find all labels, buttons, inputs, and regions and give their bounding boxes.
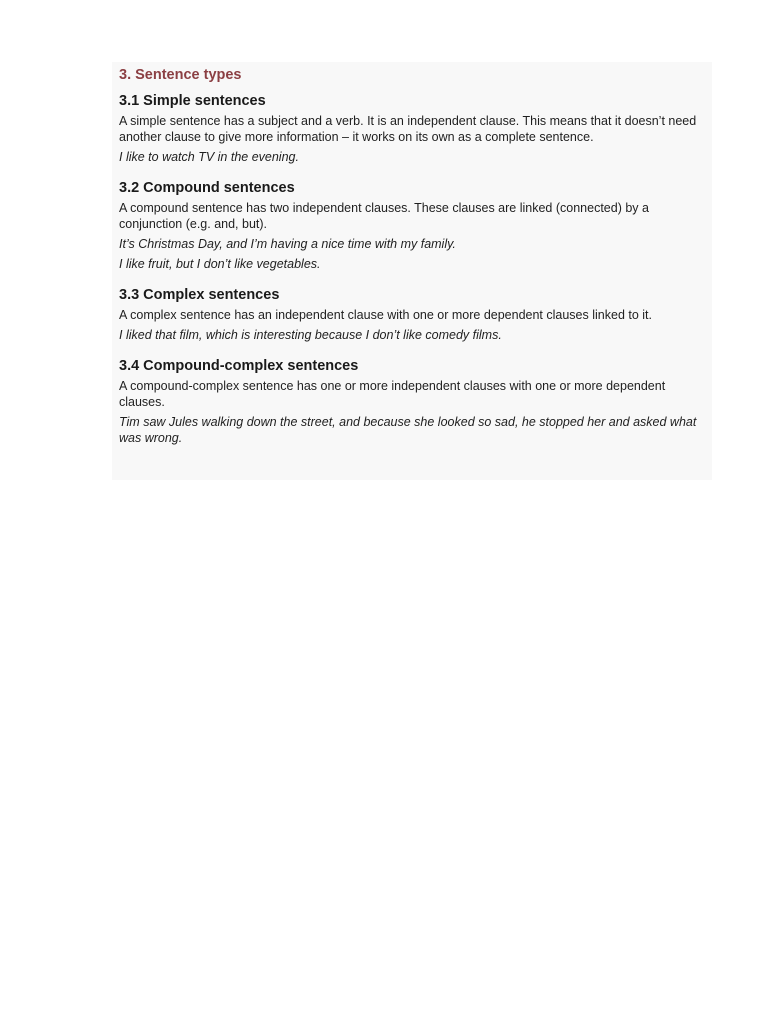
section-body: A complex sentence has an independent clause with one or more dependent clauses linked to it.: [119, 308, 652, 322]
section-body: A compound sentence has two independent clauses. These clauses are linked (connected) by a conjunction (e.g. and, but).: [119, 201, 649, 231]
example-sentence: I liked that film, which is interesting because I don’t like comedy films.: [119, 328, 502, 342]
section-heading: 3.1 Simple sentences: [119, 93, 266, 109]
section-complex-sentences: [119, 286, 699, 343]
section-simple-sentences: [119, 92, 699, 165]
section-heading: 3.4 Compound-complex sentences: [119, 358, 359, 374]
page-title: 3. Sentence types: [119, 67, 242, 83]
section-body: A compound-complex sentence has one or more independent clauses with one or more dependent clauses.: [119, 379, 666, 409]
section-body: A simple sentence has a subject and a verb. It is an independent clause. This means that it doesn’t need another clause to give more information – it works on its own as a complete sentence.: [119, 114, 697, 144]
section-heading: 3.3 Complex sentences: [119, 287, 280, 303]
example-sentence: Tim saw Jules walking down the street, and because she looked so sad, he stopped her and asked what was wrong.: [119, 415, 697, 445]
example-sentence: I like to watch TV in the evening.: [119, 150, 299, 164]
example-sentence: I like fruit, but I don’t like vegetables.: [119, 257, 321, 271]
section-compound-sentences: [119, 179, 699, 272]
section-heading: 3.2 Compound sentences: [119, 180, 295, 196]
section-compound-complex-sentences: [119, 357, 699, 446]
document-content: [119, 66, 699, 446]
example-sentence: It’s Christmas Day, and I’m having a nice time with my family.: [119, 237, 456, 251]
